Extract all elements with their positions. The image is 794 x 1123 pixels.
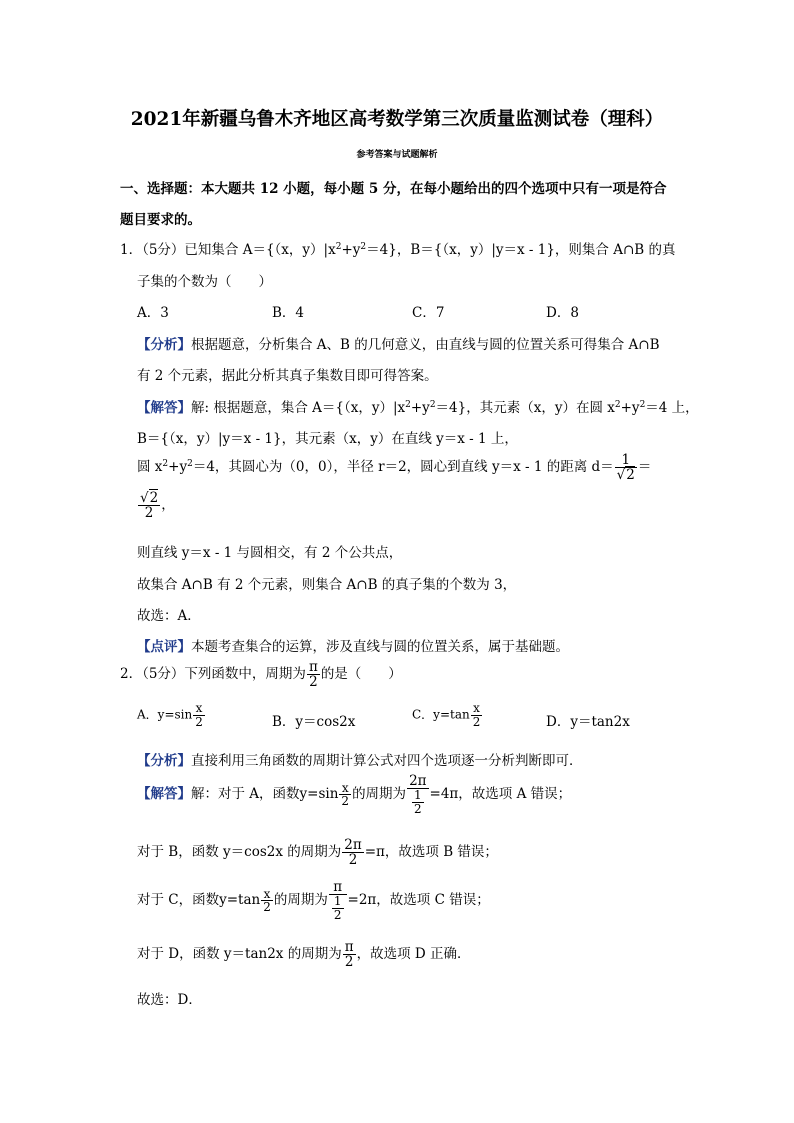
- fraction-denominator: 2: [472, 714, 481, 729]
- section-heading-cont: 题目要求的。: [120, 212, 201, 228]
- q1-analysis: [137, 333, 660, 353]
- fraction-denominator: 2: [413, 801, 422, 816]
- superscript: 2: [429, 400, 436, 410]
- q2-stem: [120, 660, 402, 700]
- fraction-numerator: x: [471, 702, 483, 716]
- equals-sign: ＝: [637, 459, 652, 476]
- comment-tag: 【点评】: [137, 639, 191, 655]
- fraction-root-two-over-two: $\frac{√2}{2}$: [140, 490, 159, 522]
- q2-solution-b: [137, 838, 498, 874]
- section-heading: 一、选择题：本大题共 12 小题，每小题 5 分，在每小题给出的四个选项中只有一项是符合: [120, 181, 667, 197]
- fraction-x-over-two: [261, 888, 273, 914]
- q1-solution-line5: 则直线 y＝x - 1 与圆相交，有 2 个公共点，: [137, 545, 403, 561]
- solution-text: 圆 x: [137, 459, 163, 476]
- fraction-pi-over-two: [343, 940, 356, 969]
- fraction-numerator: x: [339, 782, 351, 796]
- q2-option-b: B．y＝cos2x: [272, 714, 356, 730]
- fraction-x-over-two: [193, 702, 205, 728]
- superscript: 2: [405, 400, 411, 410]
- solution-text: +y: [410, 400, 430, 416]
- page-title: 2021年新疆乌鲁木齐地区高考数学第三次质量监测试卷（理科）: [130, 109, 664, 130]
- solution-tag: 【解答】: [137, 400, 191, 416]
- fraction-one-over-root-two: $\frac{1}{√2}$: [616, 452, 635, 484]
- analysis-text: 根据题意，分析集合 A、B 的几何意义，由直线与圆的位置关系可得集合 A∩B: [191, 337, 660, 353]
- q2-stem-part: 2．（5分）下列函数中，周期为: [120, 666, 306, 683]
- solution-text: 对于 B，函数 y＝cos2x 的周期为: [137, 844, 342, 861]
- solution-tag: 【解答】: [137, 786, 191, 803]
- fraction-denominator: 2: [309, 674, 318, 691]
- solution-text: 解: 根据题意，集合 A＝{（x，y）|x: [191, 400, 406, 416]
- q2-solution-c: [137, 880, 490, 936]
- compound-fraction: [329, 880, 347, 921]
- page-subtitle: 参考答案与试题解析: [356, 150, 438, 160]
- superscript: 2: [614, 400, 621, 410]
- fraction-two-pi-over-two: [342, 838, 363, 867]
- q2-option-d: D．y＝tan2x: [546, 714, 630, 730]
- fraction-numerator: π: [308, 659, 318, 675]
- superscript: 2: [162, 459, 169, 470]
- fraction-numerator: 2: [149, 490, 159, 506]
- fraction-numerator: 1: [615, 453, 637, 468]
- solution-text: ＝4}，其元素（x，y）在圆 x: [435, 400, 615, 416]
- solution-text: ，: [161, 497, 175, 514]
- inner-fraction: [332, 895, 344, 921]
- solution-text: 对于 D，函数 y＝tan2x 的周期为: [137, 946, 342, 963]
- q1-solution-line2: B＝{（x，y）|y＝x - 1}，其元素（x，y）在直线 y＝x - 1 上，: [137, 431, 518, 447]
- solution-text: ＝4，其圆心为（0，0），半径 r＝2，圆心到直线 y＝x - 1 的距离 d＝: [192, 459, 614, 476]
- fraction-denominator: 2: [333, 907, 342, 922]
- q1-solution-line1: [137, 396, 699, 416]
- q2-option-c: [412, 702, 483, 728]
- q1-answer: 故选：A．: [137, 608, 201, 624]
- q1-analysis-cont: 有 2 个元素，据此分析其真子集数目即可得答案。: [137, 368, 438, 384]
- fraction-denominator: 2: [626, 467, 635, 484]
- q1-option-d: D．8: [546, 305, 579, 321]
- fraction-denominator: 2: [348, 852, 358, 869]
- q1-comment: [137, 635, 569, 655]
- fraction-denominator: 2: [263, 900, 271, 915]
- superscript: 2: [335, 242, 342, 252]
- solution-text: 的周期为: [273, 892, 328, 909]
- fraction-denominator: 2: [341, 794, 350, 809]
- fraction-numerator: 2π: [344, 837, 362, 853]
- q1-option-a: A．3: [137, 305, 169, 321]
- q1-solution-line3: [137, 453, 651, 493]
- solution-text: 解：对于 A，函数y=sin: [191, 786, 339, 803]
- option-text: C．y=tan: [412, 707, 470, 722]
- q2-solution-a: [137, 774, 571, 830]
- q1-stem: [120, 238, 676, 258]
- fraction-x-over-two: [339, 782, 351, 808]
- q1-stem-cont: 子集的个数为（ ）: [137, 274, 272, 290]
- option-text: A．y=sin: [137, 707, 193, 722]
- solution-text: 对于 C，函数y=tan: [137, 892, 261, 909]
- fraction-numerator: 1: [333, 894, 342, 909]
- fraction-pi-over-two: [307, 660, 320, 689]
- q1-stem-part: +y: [341, 242, 361, 258]
- q2-analysis: [137, 749, 583, 769]
- inner-fraction: [412, 789, 424, 815]
- analysis-tag: 【分析】: [137, 337, 191, 353]
- q1-solution-line4: [137, 491, 175, 520]
- q2-solution-d: [137, 940, 470, 976]
- fraction-numerator: 1: [413, 788, 422, 803]
- q1-option-c: C．7: [412, 305, 445, 321]
- fraction-numerator: π: [329, 880, 347, 895]
- q2-option-a: [137, 702, 206, 728]
- q1-option-b: B．4: [272, 305, 305, 321]
- fraction-denominator: 2: [344, 954, 354, 971]
- solution-text: =4π，故选项 A 错误；: [429, 786, 572, 803]
- q1-stem-part: 1．（5分）已知集合 A＝{（x，y）|x: [120, 242, 336, 258]
- fraction-x-over-two: [471, 702, 483, 728]
- solution-text: 的周期为: [352, 786, 407, 803]
- fraction-numerator: x: [193, 702, 205, 716]
- q2-answer: 故选：D．: [137, 992, 202, 1008]
- fraction-numerator: π: [344, 939, 354, 955]
- solution-text: +y: [168, 459, 188, 476]
- fraction-numerator: x: [261, 888, 273, 902]
- fraction-numerator: 2π: [409, 773, 427, 789]
- compound-fraction: [407, 774, 428, 815]
- comment-text: 本题考查集合的运算，涉及直线与圆的位置关系，属于基础题。: [191, 639, 569, 655]
- solution-text: =π，故选项 B 错误；: [364, 844, 498, 861]
- solution-text: ，故选项 D 正确．: [356, 946, 471, 963]
- solution-text: =2π，故选项 C 错误；: [347, 892, 490, 909]
- q1-stem-part: ＝4}，B＝{（x，y）|y＝x - 1}，则集合 A∩B 的真: [366, 242, 676, 258]
- solution-text: ＝4 上，: [645, 400, 699, 416]
- superscript: 2: [360, 242, 367, 252]
- superscript: 2: [639, 400, 646, 410]
- fraction-denominator: 2: [144, 505, 154, 522]
- fraction-denominator: 2: [195, 714, 203, 729]
- solution-text: +y: [620, 400, 640, 416]
- analysis-text: 直接利用三角函数的周期计算公式对四个选项逐一分析判断即可．: [191, 753, 583, 769]
- superscript: 2: [187, 459, 193, 470]
- q1-solution-line6: 故集合 A∩B 有 2 个元素，则集合 A∩B 的真子集的个数为 3，: [137, 577, 517, 593]
- q2-stem-part: 的是（ ）: [320, 666, 402, 683]
- analysis-tag: 【分析】: [137, 753, 191, 769]
